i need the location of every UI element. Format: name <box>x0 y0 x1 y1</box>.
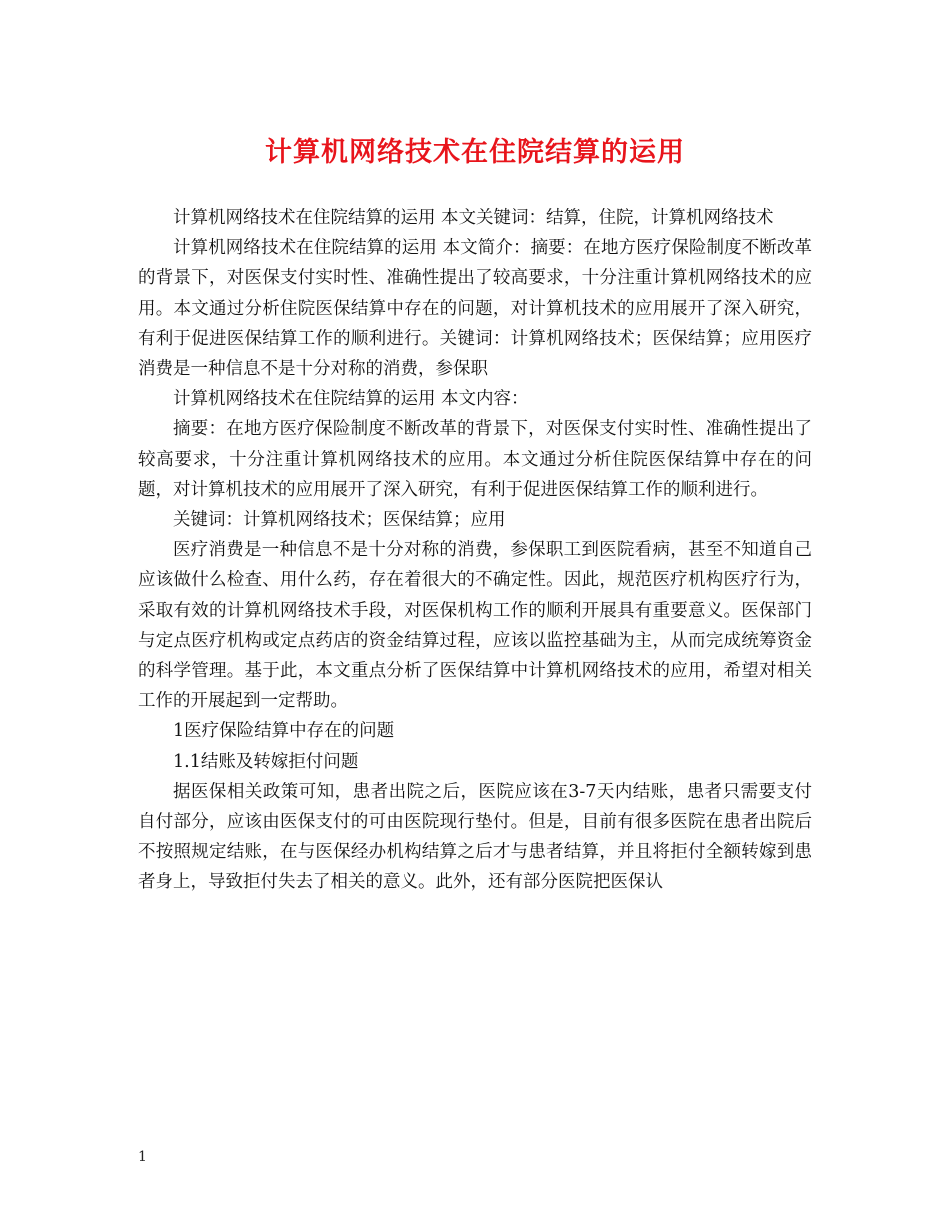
body-paragraph: 据医保相关政策可知，患者出院之后，医院应该在3-7天内结账，患者只需要支付自付部分，应该由医保支付的可由医院现行垫付。但是，目前有很多医院在患者出院后不按照规定结账，在与医保经办机构结算之后才与患者结算，并且将拒付全额转嫁到患者身上，导致拒付失去了相关的意义。此外，还有部分医院把医保认 <box>138 781 812 893</box>
summary-paragraph: 计算机网络技术在住院结算的运用 本文简介：摘要：在地方医疗保险制度不断改革的背景下，对医保支付实时性、准确性提出了较高要求，十分注重计算机网络技术的应用。本文通过分析住院医保结算中存在的问题，对计算机技术的应用展开了深入研究，有利于促进医保结算工作的顺利进行。关键词：计算机网络技术；医保结算；应用医疗消费是一种信息不是十分对称的消费，参保职 <box>138 238 812 380</box>
document-title: 计算机网络技术在住院结算的运用 <box>265 137 685 168</box>
document-body <box>138 203 812 898</box>
keywords-paragraph: 关键词：计算机网络技术；医保结算；应用 <box>173 510 506 531</box>
page-number: 1 <box>138 1149 147 1165</box>
subsection-heading: 1.1结账及转嫁拒付问题 <box>173 751 359 772</box>
intro-paragraph: 医疗消费是一种信息不是十分对称的消费，参保职工到医院看病，甚至不知道自己应该做什么检查、用什么药，存在着很大的不确定性。因此，规范医疗机构医疗行为，采取有效的计算机网络技术手段，对医保机构工作的顺利开展具有重要意义。医保部门与定点医疗机构或定点药店的资金结算过程，应该以监控基础为主，从而完成统筹资金的科学管理。基于此，本文重点分析了医保结算中计算机网络技术的应用，希望对相关工作的开展起到一定帮助。 <box>138 540 812 712</box>
abstract-paragraph: 摘要：在地方医疗保险制度不断改革的背景下，对医保支付实时性、准确性提出了较高要求，十分注重计算机网络技术的应用。本文通过分析住院医保结算中存在的问题，对计算机技术的应用展开了深入研究，有利于促进医保结算工作的顺利进行。 <box>138 419 812 500</box>
keywords-line: 计算机网络技术在住院结算的运用 本文关键词：结算，住院，计算机网络技术 <box>173 208 774 228</box>
section-heading: 1医疗保险结算中存在的问题 <box>173 721 395 742</box>
content-heading: 计算机网络技术在住院结算的运用 本文内容： <box>173 389 529 410</box>
